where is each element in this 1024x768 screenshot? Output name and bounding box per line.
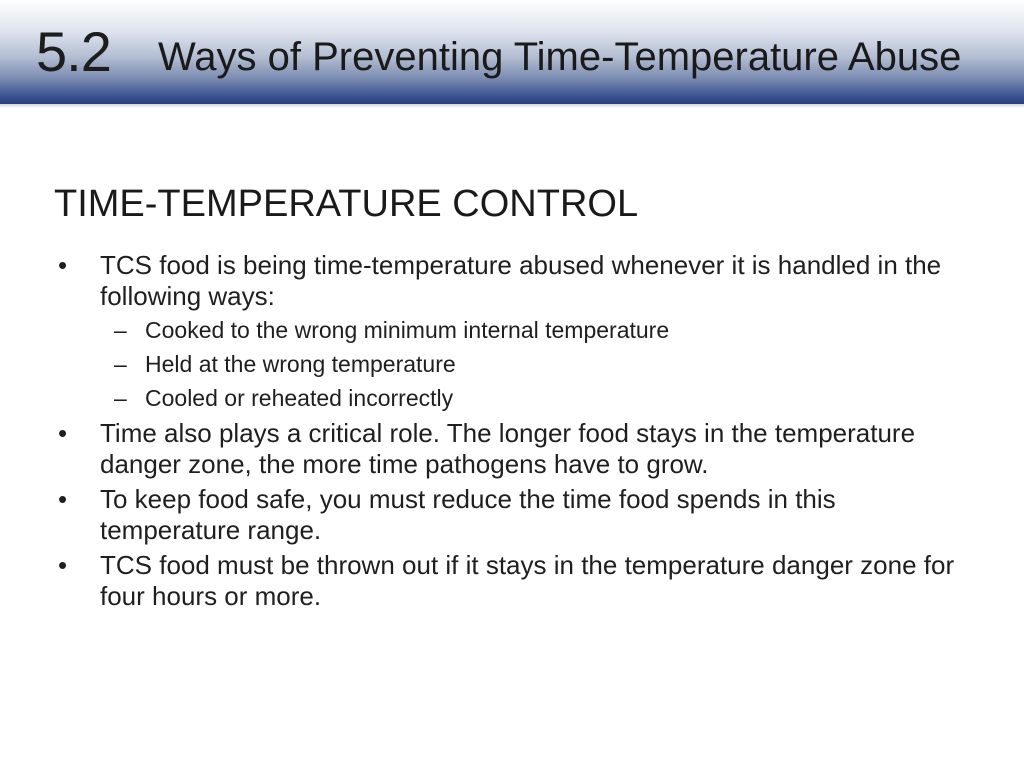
bullet-marker: • bbox=[58, 550, 68, 580]
bullet-item bbox=[56, 418, 966, 480]
slide-heading: TIME-TEMPERATURE CONTROL bbox=[54, 183, 639, 225]
bullet-item bbox=[56, 484, 966, 546]
sub-bullet-marker: – bbox=[114, 351, 127, 377]
bullet-text: TCS food must be thrown out if it stays in the temperature danger zone for four hours or more. bbox=[100, 550, 955, 611]
title-banner bbox=[0, 0, 1024, 104]
bullet-item bbox=[56, 250, 966, 312]
sub-bullet-item bbox=[56, 350, 966, 378]
bullet-marker: • bbox=[58, 484, 68, 514]
bullet-list bbox=[56, 250, 966, 616]
sub-bullet-text: Cooled or reheated incorrectly bbox=[145, 385, 454, 411]
section-number: 5.2 bbox=[36, 20, 111, 83]
bullet-item bbox=[56, 550, 966, 612]
sub-bullet-list bbox=[56, 316, 966, 412]
sub-bullet-marker: – bbox=[114, 317, 127, 343]
bullet-marker: • bbox=[58, 250, 68, 280]
bullet-text: To keep food safe, you must reduce the time food spends in this temperature range. bbox=[100, 484, 836, 545]
sub-bullet-item bbox=[56, 316, 966, 344]
slide-title: Ways of Preventing Time-Temperature Abuse bbox=[158, 35, 962, 79]
bullet-marker: • bbox=[58, 418, 68, 448]
bullet-text: Time also plays a critical role. The longer food stays in the temperature danger zone, the more time pathogens have to grow. bbox=[100, 418, 916, 479]
sub-bullet-marker: – bbox=[114, 385, 127, 411]
sub-bullet-item bbox=[56, 384, 966, 412]
bullet-text: TCS food is being time-temperature abused whenever it is handled in the following ways: bbox=[100, 250, 942, 311]
sub-bullet-text: Cooked to the wrong minimum internal temperature bbox=[145, 317, 670, 343]
sub-bullet-text: Held at the wrong temperature bbox=[145, 351, 456, 377]
